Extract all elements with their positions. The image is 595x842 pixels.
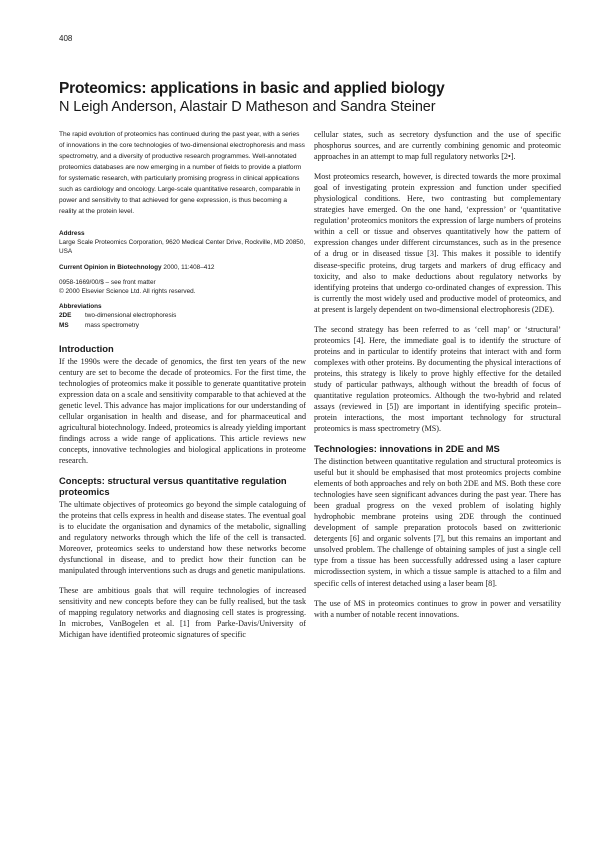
- article-metadata: [59, 229, 306, 330]
- address-text: Large Scale Proteomics Corporation, 9620 Medical Center Drive, Rockville, MD 20850, USA: [59, 239, 306, 256]
- journal-name: Current Opinion in Biotechnology: [59, 263, 162, 271]
- article-header: [59, 80, 539, 116]
- issn-line: 0958-1669/00/$ – see front matter: [59, 278, 156, 286]
- address-label: Address: [59, 230, 85, 237]
- body-paragraph: The ultimate objectives of proteomics go beyond the simple cataloguing of the proteins that cells express in health and disease states. The eventual goal is to elucidate the organisation and dynamics of the metabolic, signalling and regulatory networks through which the life of the cell is transacted. Moreover, proteomics seeks to understand how these networks become dysfunctional in disease, and to predict how their function can be manipulated through interventions such as drugs and genetic manipulations.: [59, 499, 306, 575]
- right-column: [314, 129, 561, 620]
- body-paragraph: Most proteomics research, however, is directed towards the more proximal goal of investigating protein expression and function under specified physiological conditions. Here, two contrasting but complementary strategies have emerged. On the one hand, ‘expression’ or ‘quantitative regulation’ proteomics monitors the expression of large numbers of proteins within a cell or tissue and observes quantitatively how the pattern of expression changes under different circumstances, such as in the presence of a drug or in diseased tissue [3]. This makes it possible to identify disease-specific proteins, drug targets and markers of drug efficacy and toxicity, and also to make deductions about regulatory networks by identifying proteins that undergo co-ordinated changes of expression. This is currently the most widely used and productive model of proteomics, and at present is largely dependent on two-dimensional electrophoresis (2DE).: [314, 172, 561, 314]
- section-heading-introduction: Introduction: [59, 342, 114, 354]
- page-number: 408: [59, 34, 73, 43]
- abbreviation-value: mass spectrometry: [85, 321, 139, 329]
- abbreviation-key: 2DE: [59, 312, 72, 320]
- abbreviation-key: MS: [59, 321, 69, 329]
- section-heading-concepts: Concepts: structural versus quantitative regulation proteomics: [59, 475, 287, 497]
- abstract: The rapid evolution of proteomics has continued during the past year, with a series of innovations in the core technologies of two-dimensional electrophoresis and mass spectrometry, and a diversity of productive research programmes. Well-annotated proteomics databases are now emerging in a number of fields to provide a platform for systematic research, with particularly promising progress in clinical applications such as cardiology and oncology. Large-scale quantitative research, comparable in power and sensitivity to that achieved for gene expression, is thus becoming a reality at the protein level.: [59, 131, 305, 215]
- body-paragraph: If the 1990s were the decade of genomics, the first ten years of the new century are set to become the decade of proteomics. For the first time, the technologies of proteomics make it possible to generate quantitative protein expression data on a scale and sensitivity comparable to that achieved at the genetic level. This advance has major implications for our understanding of cellular organisation in health and disease, and for pharmaceutical and agricultural biotechnology. Indeed, proteomics is already yielding important findings across a wide range of applications. This article reviews new concepts, innovative technologies and biological applications in proteome research.: [59, 356, 306, 466]
- abbreviation-item: [59, 311, 306, 320]
- body-paragraph: The distinction between quantitative regulation and structural proteomics is useful but it should be emphasised that most proteomics projects combine elements of both approaches and rely on both 2DE and MS. Both these core technologies have seen significant advances during the past year. There has been gradual progress on the vexed problem of isolating highly hydrophobic membrane proteins using 2DE through the continued development of sample preparation protocols based on zwitterionic detergents [6] and organic solvents [7], but this remains an important and unsolved problem. The challenge of obtaining samples of just a single cell type from a tissue has been successfully addressed using a laser capture microdissection system, in which a tissue sample is attached to a film and specific cells of interest detached using a laser beam [8].: [314, 457, 561, 588]
- body-paragraph: The use of MS in proteomics continues to grow in power and versatility with a number of notable recent innovations.: [314, 598, 561, 619]
- abbreviation-item: [59, 321, 306, 330]
- abbreviation-value: two-dimensional electrophoresis: [85, 312, 177, 320]
- body-paragraph: These are ambitious goals that will require technologies of increased sensitivity and new concepts before they can be fully realised, but the task of mapping regulatory networks and diagnosing cell states is progressing. In microbes, VanBogelen et al. [1] from Parke-Davis/University of Michigan have identified proteomic signatures of specific: [59, 586, 306, 640]
- copyright-line: © 2000 Elsevier Science Ltd. All rights reserved.: [59, 288, 196, 296]
- body-paragraph: cellular states, such as secretory dysfunction and the use of specific phosphorus sources, and are currently combining genomic and proteomic approaches in an attempt to map full regulatory networks [2•].: [314, 130, 561, 162]
- left-column: [59, 129, 306, 640]
- article-title: Proteomics: applications in basic and applied biology: [59, 80, 445, 97]
- body-paragraph: The second strategy has been referred to as ‘cell map’ or ‘structural’ proteomics [4]. Here, the immediate goal is to identify the structure of proteins and in particular to identify proteins that interact with and form complexes with other proteins. By documenting the physical interactions of proteins, this strategy is likely to prove highly effective for the detailed study of particular pathways, although without the breadth of focus of quantitative regulation proteomics. Although the two-hybrid and related assays (reviewed in [5]) are important in identifying specific protein–protein interactions, the most important technology for structural proteomics is mass spectrometry (MS).: [314, 324, 561, 434]
- journal-volume: 2000, 11:408–412: [161, 263, 215, 271]
- abbreviations-label: Abbreviations: [59, 303, 102, 311]
- journal-citation: [59, 263, 306, 272]
- article-authors: N Leigh Anderson, Alastair D Matheson and Sandra Steiner: [59, 99, 436, 115]
- section-heading-technologies: Technologies: innovations in 2DE and MS: [314, 443, 500, 455]
